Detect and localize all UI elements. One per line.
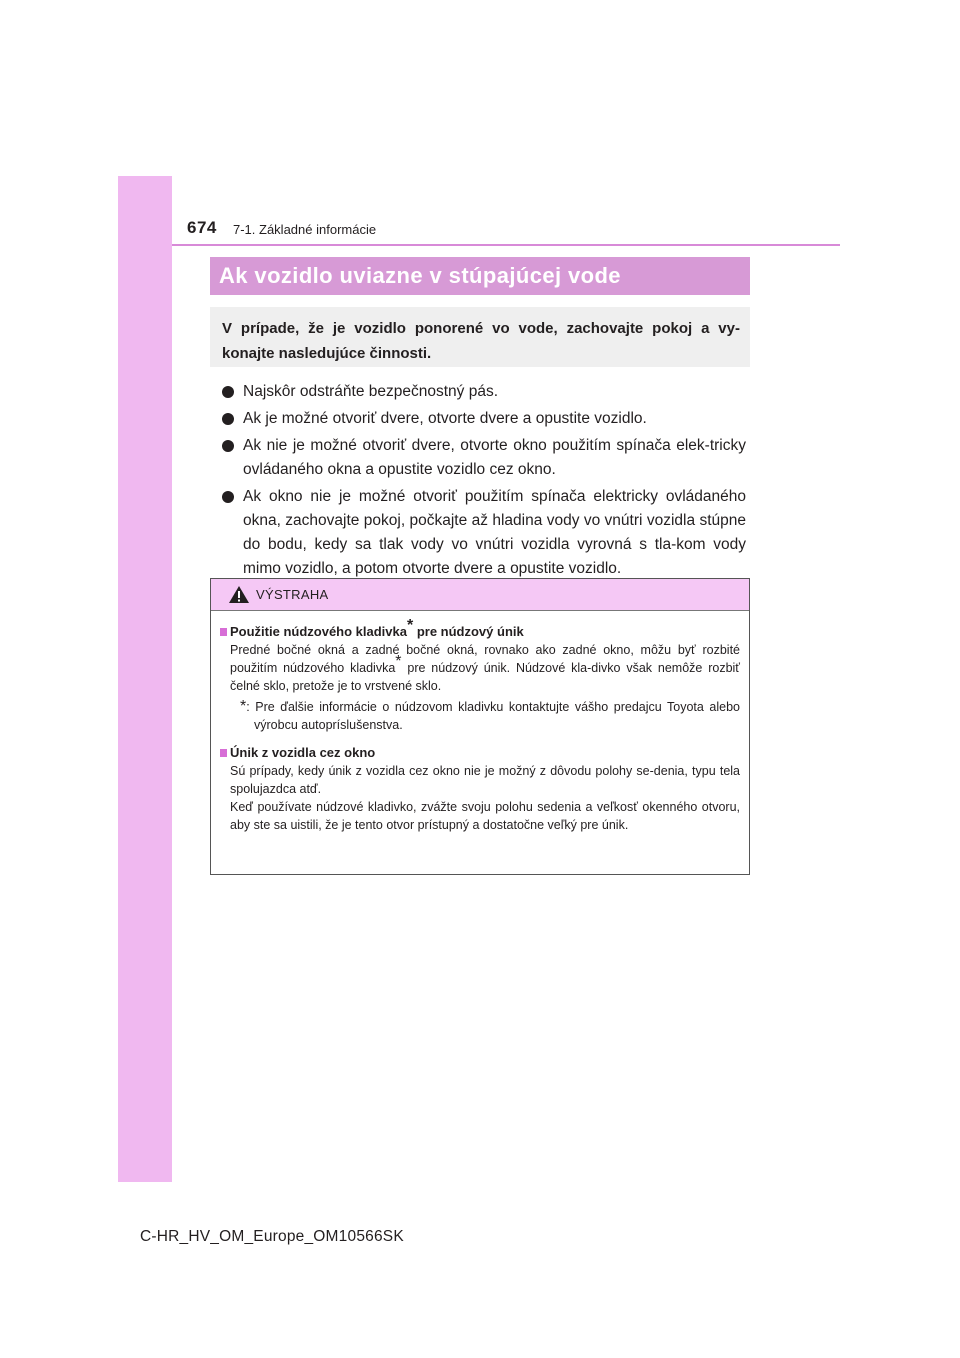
bullet-icon — [222, 386, 234, 398]
list-item-text: Ak je možné otvoriť dvere, otvorte dvere a opustite vozidlo. — [243, 410, 647, 427]
warning-box — [210, 578, 750, 875]
intro-box — [210, 307, 750, 367]
section-title: Ak vozidlo uviazne v stúpajúcej vode — [210, 257, 750, 295]
header-divider — [172, 244, 840, 246]
footnote-asterisk: * — [240, 698, 247, 715]
warning-item-text: Keď používate núdzové kladivko, zvážte svoju polohu sedenia a veľkosť okenného otvoru, aby ste sa uistili, že je tento otvor prístupný a dostatočne veľký pre únik. — [230, 800, 740, 832]
footer-doc-id: C-HR_HV_OM_Europe_OM10566SK — [140, 1228, 404, 1245]
breadcrumb: 7-1. Základné informácie — [233, 222, 377, 237]
list-item — [222, 407, 746, 431]
list-item-text: Najskôr odstráňte bezpečnostný pás. — [243, 383, 499, 400]
page-number: 674 — [187, 218, 217, 237]
bullet-icon — [222, 491, 234, 503]
warning-item-text: Sú prípady, kedy únik z vozidla cez okno nie je možný z dôvodu polohy se-denia, typu tela spolujazdca atď. — [230, 764, 740, 796]
list-item — [222, 380, 746, 404]
warning-item-title: Únik z vozidla cez okno — [220, 744, 740, 762]
warning-item-text: Predné bočné okná a zadné bočné okná, rovnako ako zadné okno, môžu byť rozbité použitím núdzového kladivka* pre núdzový únik. Núdzové kla-divko však nemôže rozbiť čelné sklo, pretože je to vrstvené sklo. — [230, 643, 740, 693]
asterisk: * — [406, 616, 414, 634]
list-item — [222, 485, 746, 581]
intro-text: V prípade, že je vozidlo ponorené vo vode, zachovajte pokoj a vy-konajte nasledujúce činnosti. — [222, 320, 740, 362]
bullet-icon — [222, 413, 234, 425]
warning-item-title: Použitie núdzového kladivka* pre núdzový únik — [220, 623, 740, 641]
chapter-side-tab — [118, 176, 172, 1182]
list-item-text: Ak nie je možné otvoriť dvere, otvorte okno použitím spínača elek-tricky ovládaného okna a opustite vozidlo cez okno. — [243, 437, 746, 478]
asterisk: * — [395, 652, 402, 670]
bullet-icon — [222, 440, 234, 452]
warning-body — [211, 611, 749, 834]
list-item-text: Ak okno nie je možné otvoriť použitím spínača elektricky ovládaného okna, zachovajte pokoj, počkajte až hladina vody vo vnútri vozidla stúpne do bodu, kedy sa tlak vody vo vnútri vozidla vyrovná s tla-kom vody mimo vozidlo, a potom otvorte dvere a opustite vozidlo. — [243, 488, 746, 577]
warning-triangle-icon — [228, 585, 250, 604]
footnote: *: Pre ďalšie informácie o núdzovom kladivku kontaktujte vášho predajcu Toyota alebo výrobcu autopríslušenstva. — [240, 698, 740, 732]
warning-header — [211, 579, 749, 611]
warning-label: VÝSTRAHA — [256, 587, 329, 602]
list-item — [222, 434, 746, 482]
warning-item-emergency-hammer — [220, 616, 740, 734]
instruction-list — [222, 380, 746, 584]
square-marker-icon — [220, 628, 227, 636]
square-marker-icon — [220, 749, 227, 757]
warning-item-window-escape — [220, 744, 740, 834]
